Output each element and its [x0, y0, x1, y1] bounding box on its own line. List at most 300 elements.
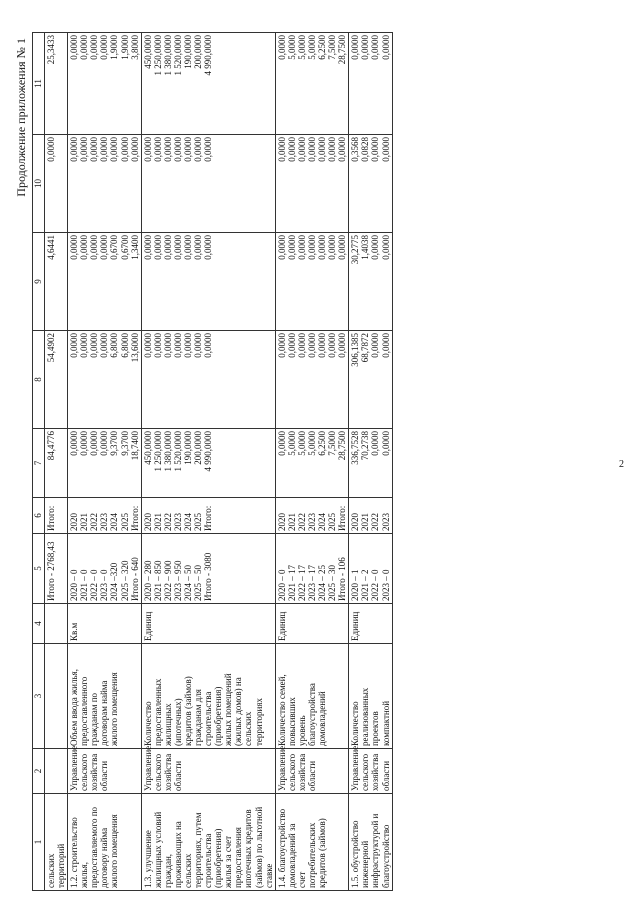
cell-line: кредитов (займов) [317, 818, 328, 888]
cell-line: 0,0000 [306, 235, 317, 260]
cell-line: 0,0000 [296, 333, 307, 358]
cell-line: 2023 [99, 513, 110, 531]
cell-line: 2020 – 0 [276, 569, 287, 601]
table-row [349, 33, 392, 891]
cell-line: жилищных [162, 703, 173, 746]
cell-line: 0,0000 [89, 235, 100, 260]
cell-line: 0,0000 [370, 137, 381, 162]
cell-line: 0,0000 [183, 137, 194, 162]
cell-line: 450,0000 [142, 35, 153, 69]
cell-line: территориях, путем [193, 812, 204, 888]
cell-line: 336,7528 [350, 431, 361, 465]
cell-line: Управление [142, 745, 153, 791]
cell-line: 3,8000 [129, 35, 140, 60]
cell-line: 1.2. строительство [69, 817, 80, 888]
cell-line: 2022 – 0 [89, 569, 100, 601]
row-label-line: сельских [46, 853, 56, 888]
other-sources-cell [275, 33, 349, 135]
regional-budget-cell [275, 233, 349, 331]
continuation-title: Продолжение приложения № 1 [14, 38, 28, 197]
cell-line: 28,7500 [337, 431, 348, 461]
cell-line: 2023 – 17 [306, 565, 317, 601]
cell-line: 0,0000 [350, 35, 361, 60]
cell-line: 1,9000 [119, 35, 130, 60]
cell-line: домовладений [317, 691, 328, 746]
cell-line: 1,4038 [360, 235, 371, 260]
cell-line: 0,0000 [69, 431, 80, 456]
event-name-cell [349, 794, 392, 891]
cell-line: 2023 [380, 513, 391, 531]
total-funding-cell [68, 429, 142, 498]
col-number: 3 [33, 644, 45, 749]
program-table [32, 32, 393, 891]
cell-line: предоставленных [152, 678, 163, 746]
cell-line: 0,0000 [162, 235, 173, 260]
cell-line: 2023 – 0 [99, 569, 110, 601]
cell-line: ставке [263, 863, 274, 888]
cell-line: 0,0000 [69, 35, 80, 60]
cell-line: 0,0000 [69, 235, 80, 260]
cell-line: гражданам для [193, 689, 204, 746]
cell-line: территориях [253, 697, 264, 746]
cell-line: 0,0000 [296, 137, 307, 162]
unit-cell: Единиц [275, 604, 349, 644]
cell-line: повысивших [286, 697, 297, 746]
cell-line: области [172, 760, 183, 791]
cell-line: сельского [360, 753, 371, 791]
cell-line: 0,0000 [89, 137, 100, 162]
cell-line: 0,0000 [327, 333, 338, 358]
cell-line: 0,0000 [99, 137, 110, 162]
cell-line: 5,0000 [286, 431, 297, 456]
cell-line: Управление [69, 745, 80, 791]
unit-cell: Единиц [141, 604, 275, 644]
federal-budget-cell [349, 331, 392, 429]
indicator-values-cell [141, 534, 275, 604]
col-number: 10 [33, 135, 45, 233]
cell-line: строительства [203, 691, 214, 746]
cell-line: 0,0000 [327, 235, 338, 260]
cell-line: Объем ввода жилья, [69, 669, 80, 746]
cell-line: 2021 [79, 513, 90, 531]
cell-line: 0,0000 [286, 235, 297, 260]
cell-line: 0,0000 [79, 333, 90, 358]
cell-line: 5,0000 [306, 35, 317, 60]
cell-line: 2020 – 0 [69, 569, 80, 601]
cell-line: жилищных условий [152, 811, 163, 888]
year-total-label: Итого: [45, 498, 68, 534]
cell-line: проектов [370, 711, 381, 746]
local-budget-cell [349, 135, 392, 233]
cell-line: 13,6000 [129, 333, 140, 363]
cell-line: 2021 [152, 513, 163, 531]
cell-line: 0,0000 [276, 431, 287, 456]
indicator-cell [68, 644, 142, 749]
cell-line: 0,0000 [183, 235, 194, 260]
cell-line: строительства [203, 833, 214, 888]
cell-line: договору найма [99, 827, 110, 888]
cell-line: предоставления [233, 827, 244, 888]
col-number: 6 [33, 498, 45, 534]
cell-line: 2024 [109, 513, 120, 531]
cell-line: 0,0000 [380, 35, 391, 60]
cell-line: 0,0000 [162, 137, 173, 162]
cell-line: 2025 – 30 [327, 565, 338, 601]
cell-line: 0,0000 [152, 137, 163, 162]
cell-line: 2021 – 17 [286, 565, 297, 601]
cell-line: (приобретения) [213, 686, 224, 746]
local-budget-cell [141, 135, 275, 233]
empty-cell [45, 749, 68, 794]
table-row [68, 33, 142, 891]
cell-line: 1 250,0000 [152, 431, 163, 472]
cell-line: 0,0000 [172, 333, 183, 358]
cell-line: 7,5000 [327, 431, 338, 456]
cell-line: 1 520,0000 [172, 35, 183, 76]
cell-line: 0,0000 [317, 137, 328, 162]
cell-line: 1,3400 [129, 235, 140, 260]
cell-line: 0,0000 [276, 235, 287, 260]
cell-line: инженерной [360, 840, 371, 888]
cell-line: хозяйства [370, 753, 381, 791]
cell-line: 0,0000 [203, 137, 214, 162]
other-sources-cell [349, 33, 392, 135]
other-sources-cell [141, 33, 275, 135]
cell-line: 2025 [193, 513, 204, 531]
cell-line: 0,0000 [317, 235, 328, 260]
federal-budget-cell [275, 331, 349, 429]
cell-line: 30,2775 [350, 235, 361, 265]
cell-line: области [380, 760, 391, 791]
cell-line: 1.4. благоустройство [276, 808, 287, 888]
federal-budget-cell [68, 331, 142, 429]
cell-line: инфраструктурой и [370, 813, 381, 888]
cell-line: 2020 [69, 513, 80, 531]
other-sources-cell [68, 33, 142, 135]
cell-line: 0,0000 [380, 431, 391, 456]
years-cell [68, 498, 142, 534]
cell-line: 2024 – 25 [317, 565, 328, 601]
cell-line: жилых помещений [223, 673, 234, 746]
cell-line: 4 990,0000 [203, 35, 214, 76]
federal-budget-cell [141, 331, 275, 429]
cell-line: 2023 [306, 513, 317, 531]
cell-line: 2020 [350, 513, 361, 531]
col-number: 4 [33, 604, 45, 644]
cell-line: 190,0000 [183, 431, 194, 465]
cell-line: 0,0828 [360, 137, 371, 162]
cell-line: 2021 – 0 [79, 569, 90, 601]
cell-line: 200,0000 [193, 431, 204, 465]
cell-line: 2023 – 0 [380, 569, 391, 601]
total-funding-cell [275, 429, 349, 498]
cell-line: 68,7872 [360, 333, 371, 363]
cell-line: хозяйства [162, 753, 173, 791]
cell-line: 0,0000 [327, 137, 338, 162]
cell-line: 2022 – 17 [296, 565, 307, 601]
cell-line: 0,0000 [172, 137, 183, 162]
cell-line: 2020 – 280 [142, 560, 153, 601]
cell-line: Управление [276, 745, 287, 791]
cell-line: 4 990,0000 [203, 431, 214, 472]
cell-line: 0,0000 [172, 235, 183, 260]
col-number: 7 [33, 429, 45, 498]
cell-line: 0,0000 [79, 431, 90, 456]
cell-line: 6,2500 [317, 35, 328, 60]
indicator-values-cell [68, 534, 142, 604]
local-budget-cell [68, 135, 142, 233]
cell-line: 0,0000 [317, 333, 328, 358]
cell-line: 0,0000 [142, 235, 153, 260]
cell-line: 2020 – 1 [350, 569, 361, 601]
cell-line: сельского [79, 753, 90, 791]
executor-cell [275, 745, 349, 794]
cell-line: жилого помещения [109, 814, 120, 888]
cell-line: 0,0000 [152, 333, 163, 358]
cell-line: Количество [350, 701, 361, 746]
cell-line: 0,0000 [276, 333, 287, 358]
cell-line: реализованных [360, 687, 371, 746]
cell-line: 5,0000 [306, 431, 317, 456]
cell-line: 5,0000 [296, 35, 307, 60]
cell-line: жилья за счет [223, 835, 234, 888]
cell-line: 0,0000 [109, 137, 120, 162]
cell-line: 0,3568 [350, 137, 361, 162]
years-cell [141, 498, 275, 534]
cell-line: (приобретения) [213, 828, 224, 888]
cell-line: 200,0000 [193, 35, 204, 69]
cell-line: проживающих на [172, 821, 183, 888]
cell-line: 2021 – 2 [360, 569, 371, 601]
cell-line: 0,0000 [89, 333, 100, 358]
cell-line: договорам найма [99, 680, 110, 746]
cell-line: области [306, 760, 317, 791]
cell-line: Количество семей, [276, 674, 287, 746]
cell-line: 1 380,0000 [162, 431, 173, 472]
page-number: 2 [619, 459, 624, 470]
indicator-values-cell [349, 534, 392, 604]
cell-line: 2022 [370, 513, 381, 531]
cell-line: 1 380,0000 [162, 35, 173, 76]
cell-line: 5,0000 [286, 35, 297, 60]
cell-line: 2025 – 50 [193, 565, 204, 601]
cell-line: Управление [350, 745, 361, 791]
cell-line: сельских [183, 853, 194, 888]
cell-line: сельских [243, 711, 254, 746]
cell-line: компактной [380, 700, 391, 746]
cell-line: 0,0000 [380, 333, 391, 358]
cell-line: Количество [142, 701, 153, 746]
cell-line: 0,0000 [370, 333, 381, 358]
cell-line: жилья, [79, 861, 90, 888]
amount-cell: 0,0000 [45, 135, 68, 233]
table-row [45, 33, 68, 891]
col-number: 1 [33, 794, 45, 891]
cell-line: 1.5. обустройство [350, 820, 361, 888]
col-number: 9 [33, 233, 45, 331]
cell-line: граждан, [162, 853, 173, 888]
cell-line: 6,2500 [317, 431, 328, 456]
cell-line: 0,0000 [380, 137, 391, 162]
cell-line: 0,0000 [183, 333, 194, 358]
cell-line: 6,8000 [109, 333, 120, 358]
cell-line: домовладений за [286, 823, 297, 888]
cell-line: Итого - 640 [129, 557, 140, 601]
cell-line: 0,0000 [370, 35, 381, 60]
indicator-cell [141, 644, 275, 749]
cell-line: Итого: [129, 505, 140, 531]
event-name-cell [275, 794, 349, 891]
cell-line: хозяйства [89, 753, 100, 791]
cell-line: Итого - 3080 [203, 552, 214, 601]
total-funding-cell [141, 429, 275, 498]
amount-cell: 54,4902 [45, 331, 68, 429]
table-row [275, 33, 349, 891]
col-number: 11 [33, 33, 45, 135]
cell-line: 1.3. улучшение [142, 830, 153, 888]
cell-line: 0,0000 [142, 137, 153, 162]
cell-line: 0,6700 [119, 235, 130, 260]
cell-line: предоставленного [79, 676, 90, 746]
cell-line: 0,0000 [360, 35, 371, 60]
regional-budget-cell [349, 233, 392, 331]
cell-line: 2021 [286, 513, 297, 531]
cell-line: 0,0000 [370, 431, 381, 456]
cell-line: 0,6700 [109, 235, 120, 260]
cell-line: Итого: [337, 505, 348, 531]
cell-line: области [99, 760, 110, 791]
cell-line: 0,0000 [203, 333, 214, 358]
cell-line: 0,0000 [286, 137, 297, 162]
cell-line: 0,0000 [203, 235, 214, 260]
cell-line: 1 250,0000 [152, 35, 163, 76]
cell-line: 2022 [162, 513, 173, 531]
cell-line: 0,0000 [69, 137, 80, 162]
cell-line: (ипотечных) [172, 698, 183, 746]
cell-line: 1,9000 [109, 35, 120, 60]
indicator-values-cell [275, 534, 349, 604]
cell-line: ипотечных кредитов [243, 809, 254, 888]
cell-line: 0,0000 [337, 333, 348, 358]
cell-line: 0,0000 [306, 137, 317, 162]
cell-line: предоставляемого по [89, 806, 100, 888]
cell-line: 0,0000 [79, 235, 90, 260]
row-label-line: территорий [56, 843, 67, 888]
indicator-cell [349, 644, 392, 749]
cell-line: 0,0000 [142, 333, 153, 358]
cell-line: 2022 [296, 513, 307, 531]
unit-cell: Кв.м [68, 604, 142, 644]
cell-line: 18,7400 [129, 431, 140, 461]
empty-cell [45, 604, 68, 644]
cell-line: сельского [152, 753, 163, 791]
rows-body [68, 33, 392, 891]
cell-line: счет [296, 871, 307, 888]
cell-line: 0,0000 [193, 137, 204, 162]
cell-line: 0,0000 [89, 35, 100, 60]
local-budget-cell [275, 135, 349, 233]
cell-line: 0,0000 [306, 333, 317, 358]
cell-line: 0,0000 [99, 35, 110, 60]
cell-line: 0,0000 [129, 137, 140, 162]
cell-line: 6,8000 [119, 333, 130, 358]
cell-line: 7,5000 [327, 35, 338, 60]
cell-line: 2023 [172, 513, 183, 531]
cell-line: уровень [296, 715, 307, 746]
cell-line: Итого - 106 [337, 557, 348, 601]
event-name-cell [68, 794, 142, 891]
cell-line: 9,3700 [109, 431, 120, 456]
cell-line: 0,0000 [193, 333, 204, 358]
cell-line: 2023 – 950 [172, 560, 183, 601]
cell-line: 0,0000 [152, 235, 163, 260]
cell-line: 0,0000 [276, 137, 287, 162]
empty-cell [45, 644, 68, 749]
cell-line: 2022 [89, 513, 100, 531]
cell-line: 2025 [119, 513, 130, 531]
cell-line: 2024 – 50 [183, 565, 194, 601]
cell-line: гражданам по [89, 692, 100, 746]
col-number: 5 [33, 534, 45, 604]
cell-line: 0,0000 [193, 235, 204, 260]
cell-line: 28,7500 [337, 35, 348, 65]
cell-line: 1 520,0000 [172, 431, 183, 472]
cell-line: 0,0000 [337, 235, 348, 260]
executor-cell [68, 745, 142, 794]
executor-cell [349, 745, 392, 794]
cell-line: 2025 – 320 [119, 560, 130, 601]
cell-line: (жилых домов) на [233, 677, 244, 746]
cell-line: 70,2738 [360, 431, 371, 461]
cell-line: 0,0000 [276, 35, 287, 60]
col-number: 8 [33, 331, 45, 429]
cell-line: потребительских [306, 822, 317, 888]
cell-line: 0,0000 [380, 235, 391, 260]
total-funding-cell [349, 429, 392, 498]
cell-line: 0,0000 [119, 137, 130, 162]
cell-line: 2020 [276, 513, 287, 531]
amount-cell: 25,3433 [45, 33, 68, 135]
cell-line: 0,0000 [69, 333, 80, 358]
cell-line: 0,0000 [370, 235, 381, 260]
cell-line: 0,0000 [337, 137, 348, 162]
cell-line: 0,0000 [99, 333, 110, 358]
cell-line: жилого помещения [109, 672, 120, 746]
cell-line: 5,0000 [296, 431, 307, 456]
cell-line: 2021 [360, 513, 371, 531]
cell-line: благоустройства [306, 683, 317, 746]
cell-line: хозяйства [296, 753, 307, 791]
cell-line: 2024 [183, 513, 194, 531]
executor-cell [141, 745, 275, 794]
cell-line: 0,0000 [79, 35, 90, 60]
cell-line: 0,0000 [99, 235, 110, 260]
cell-line: 0,0000 [162, 333, 173, 358]
cell-line: 0,0000 [79, 137, 90, 162]
amount-cell: 84,4776 [45, 429, 68, 498]
amount-cell: 4,6441 [45, 233, 68, 331]
total-label: Итого - 2768,43 [45, 534, 68, 604]
cell-line: 0,0000 [286, 333, 297, 358]
unit-cell: Единиц [349, 604, 392, 644]
cell-line: 190,0000 [183, 35, 194, 69]
row-label-cell [45, 794, 68, 891]
table-row [141, 33, 275, 891]
cell-line: 450,0000 [142, 431, 153, 465]
years-cell [349, 498, 392, 534]
cell-line: 0,0000 [296, 235, 307, 260]
cell-line: 2020 [142, 513, 153, 531]
